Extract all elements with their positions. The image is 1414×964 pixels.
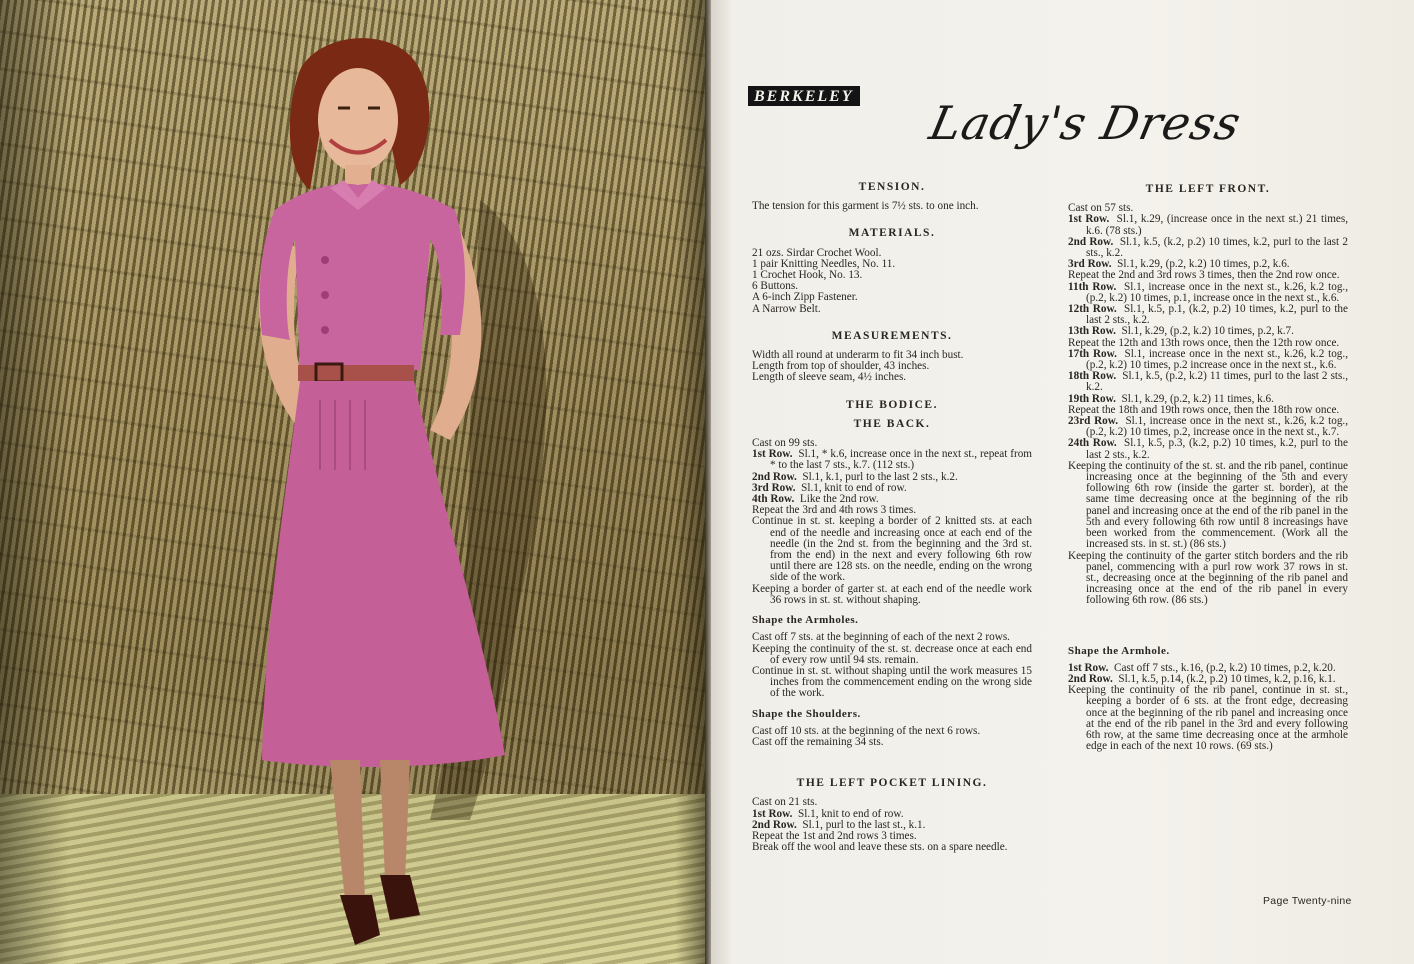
row-text: Sl.1, k.5, (p.2, k.2) 11 times, purl to the last 2 sts., k.2. [1086, 370, 1348, 394]
row-label: 1st Row. [752, 448, 793, 461]
row-text: Keeping the continuity of the st. st. and the rib panel, continue increasing once at the beginning of the 5th and every following 6th row (inside the garter st. border), at the same time decreasing once at the beginning of the rib panel and increasing once at the end of the rib panel in the 5th and every following 6th row until 8 increasings have been worked from the commencement. (Work all the increased sts. in st. st.) (86 sts.) [1068, 459, 1348, 551]
row-text: Repeat the 2nd and 3rd rows 3 times, then the 2nd row once. [1068, 269, 1340, 282]
back-instructions [752, 438, 1032, 606]
materials-item: 1 pair Knitting Needles, No. 11. [752, 257, 896, 270]
instruction-line [752, 842, 1032, 853]
row-label: 2nd Row. [752, 470, 797, 483]
row-text: Sl.1, knit to end of row. [801, 481, 907, 494]
row-text: Sl.1, * k.6, increase once in the next st., repeat from * to the last 7 sts., k.7. (112 sts.) [770, 448, 1032, 472]
instruction-line [1068, 237, 1348, 259]
row-text: Repeat the 18th and 19th rows once, then the 18th row once. [1068, 403, 1340, 416]
measurement-item: Width all round at underarm to fit 34 inch bust. [752, 349, 964, 362]
armholes-line: Cast off 7 sts. at the beginning of each of the next 2 rows. [752, 631, 1010, 644]
row-label: 1st Row. [1068, 213, 1110, 226]
back-heading: THE BACK. [853, 417, 931, 430]
row-text: Repeat the 1st and 2nd rows 3 times. [752, 829, 917, 842]
row-label: 18th Row. [1068, 370, 1117, 383]
row-text: Sl.1, knit to end of row. [798, 807, 904, 820]
instruction-line [752, 449, 1032, 471]
row-text: Repeat the 12th and 13th rows once, then the 12th row once. [1068, 336, 1340, 349]
page-gutter-shade [675, 0, 705, 964]
instruction-line [1068, 214, 1348, 236]
shoulders-line: Cast off 10 sts. at the beginning of the next 6 rows. [752, 724, 981, 737]
column-left [752, 182, 1032, 853]
row-label: 2nd Row. [1068, 672, 1113, 685]
row-label: 17th Row. [1068, 347, 1117, 360]
pattern-page [711, 0, 1414, 964]
armholes-line: Keeping the continuity of the st. st. decrease once at each end of every row until 94 sts. remain. [752, 642, 1032, 666]
row-text: Cast on 21 sts. [752, 796, 818, 809]
instruction-line [1068, 685, 1348, 752]
row-text: Sl.1, k.1, purl to the last 2 sts., k.2. [802, 470, 958, 483]
row-text: Sl.1, k.29, (p.2, k.2) 11 times, k.6. [1121, 392, 1274, 405]
tension-heading: TENSION. [858, 181, 926, 193]
row-text: Sl.1, purl to the last st., k.1. [802, 818, 926, 831]
instruction-line [1068, 349, 1348, 371]
armholes-line: Continue in st. st. without shaping until the work measures 15 inches from the commencement ending on the wrong side of the work. [752, 664, 1032, 700]
column-right [1068, 184, 1348, 752]
row-text: Sl.1, k.29, (p.2, k.2) 10 times, p.2, k.6. [1117, 258, 1290, 271]
row-text: Sl.1, k.5, p.1, (k.2, p.2) 10 times, k.2, purl to the last 2 sts., k.2. [1086, 303, 1348, 327]
row-label: 2nd Row. [1068, 235, 1114, 248]
armhole-instructions [1068, 663, 1348, 753]
pocket-lining-instructions [752, 797, 1032, 853]
materials-item: 6 Buttons. [752, 280, 799, 293]
row-text: Sl.1, k.5, p.14, (k.2, p.2) 10 times, k.2, p.16, k.1. [1118, 672, 1336, 685]
tension-text: The tension for this garment is 7½ sts. to one inch. [752, 200, 979, 213]
instruction-line [1068, 461, 1348, 551]
row-text: Sl.1, k.5, p.3, (k.2, p.2) 10 times, k.2, purl to the last 2 sts., k.2. [1086, 437, 1348, 461]
pocket-lining-heading: THE LEFT POCKET LINING. [796, 777, 988, 790]
left-front-instructions [1068, 203, 1348, 606]
instruction-line [1068, 371, 1348, 393]
shoulders-heading: Shape the Shoulders. [752, 707, 861, 720]
pattern-title: Lady's Dress [925, 96, 1247, 150]
row-text: Keeping a border of garter st. at each end of the needle work 36 rows in st. st. without shaping. [752, 582, 1032, 606]
row-text: Cast on 57 sts. [1068, 202, 1134, 215]
row-text: Like the 2nd row. [799, 493, 879, 506]
instruction-line [1068, 551, 1348, 607]
fashion-photo [0, 0, 705, 964]
instruction-line [752, 516, 1032, 583]
row-label: 13th Row. [1068, 325, 1116, 338]
row-label: 19th Row. [1068, 392, 1116, 405]
row-label: 24th Row. [1068, 437, 1117, 450]
materials-item: 1 Crochet Hook, No. 13. [752, 269, 863, 282]
row-text: Keeping the continuity of the rib panel, continue in st. st., keeping a border of 6 sts. at the front edge, decreasing once at the beginning of the rib panel and increasing once at the end of the rib panel in the 3rd and every following 6th row, at the same time decreasing once at the armhole edge in each of the next 10 rows. (69 sts.) [1068, 684, 1348, 753]
row-label: 1st Row. [1068, 661, 1109, 674]
row-text: Sl.1, k.5, (k.2, p.2) 10 times, k.2, purl to the last 2 sts., k.2. [1086, 235, 1349, 260]
armhole-heading: Shape the Armhole. [1068, 644, 1170, 657]
shoulders-line: Cast off the remaining 34 sts. [752, 735, 884, 748]
instruction-line [1068, 438, 1348, 460]
row-text: Break off the wool and leave these sts. on a spare needle. [752, 841, 1008, 854]
left-front-heading: THE LEFT FRONT. [1145, 183, 1271, 195]
row-text: Sl.1, increase once in the next st., k.26, k.2 tog., (p.2, k.2) 10 times, p.1, increase once in the next st., k.6. [1086, 280, 1349, 304]
model-illustration [0, 0, 705, 964]
row-label: 12th Row. [1068, 303, 1117, 316]
brand-label: BERKELEY [748, 86, 860, 106]
materials-heading: MATERIALS. [848, 227, 936, 240]
bodice-heading: THE BODICE. [846, 398, 938, 411]
measurement-item: Length from top of shoulder, 43 inches. [752, 360, 930, 373]
row-text: Sl.1, increase once in the next st., k.26, k.2 tog., (p.2, k.2) 10 times, p.2, increase once in the next st., k.7. [1086, 415, 1349, 439]
row-label: 2nd Row. [752, 818, 797, 831]
armholes-heading: Shape the Armholes. [752, 614, 859, 627]
measurements-heading: MEASUREMENTS. [831, 329, 953, 342]
row-text: Sl.1, increase once in the next st., k.26, k.2 tog., (p.2, k.2) 10 times, p.2 increase once in the next st., k.6. [1086, 347, 1348, 372]
materials-item: 21 ozs. Sirdar Crochet Wool. [752, 246, 882, 259]
row-label: 23rd Row. [1068, 415, 1119, 428]
row-label: 1st Row. [752, 807, 793, 820]
instruction-line [752, 584, 1032, 606]
instruction-line [1068, 416, 1348, 438]
row-text: Cast on 99 sts. [752, 437, 818, 450]
measurement-item: Length of sleeve seam, 4½ inches. [752, 371, 907, 384]
materials-item: A 6-inch Zipp Fastener. [752, 291, 858, 304]
row-text: Repeat the 3rd and 4th rows 3 times. [752, 504, 917, 517]
row-text: Cast off 7 sts., k.16, (p.2, k.2) 10 times, p.2, k.20. [1114, 661, 1336, 674]
row-text: Keeping the continuity of the garter stitch borders and the rib panel, commencing with a purl row work 37 rows in st. st., decreasing once at the beginning of the rib panel and increasing once at the end of the rib panel in every following 6th row. (86 sts.) [1068, 549, 1348, 607]
row-label: 3rd Row. [1068, 258, 1112, 271]
row-text: Continue in st. st. keeping a border of 2 knitted sts. at each end of the needle and increasing once at each end of the needle (in the 2nd st. from the beginning and the 3rd st. from the end) in the next and every following 6th row until there are 128 sts. on the needle, ending on the wrong side of the work. [752, 515, 1032, 584]
row-label: 3rd Row. [752, 481, 796, 494]
row-label: 11th Row. [1068, 280, 1117, 293]
instruction-line [1068, 282, 1348, 304]
row-text: Sl.1, k.29, (increase once in the next st.) 21 times, k.6. (78 sts.) [1086, 213, 1349, 237]
instruction-line [1068, 304, 1348, 326]
row-text: Sl.1, k.29, (p.2, k.2) 10 times, p.2, k.7. [1121, 325, 1294, 338]
materials-item: A Narrow Belt. [752, 302, 821, 315]
row-label: 4th Row. [752, 493, 795, 506]
page-number: Page Twenty-nine [1263, 895, 1352, 907]
